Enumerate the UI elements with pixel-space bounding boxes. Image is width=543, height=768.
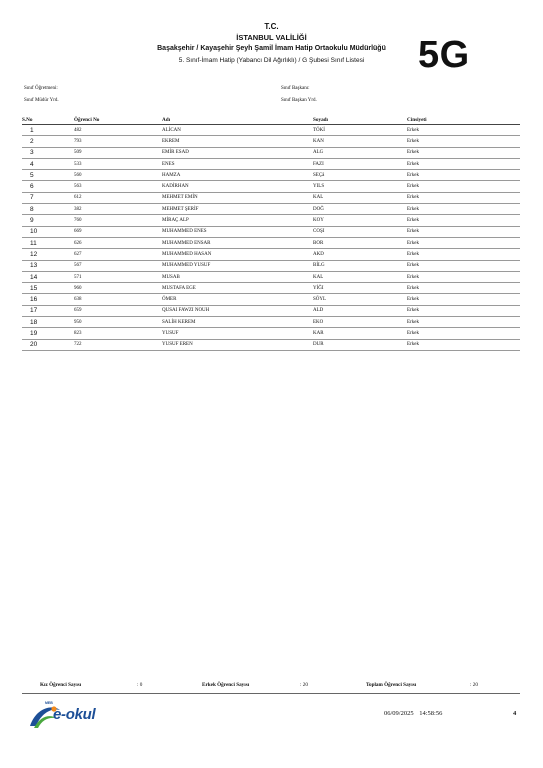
cell-last-name: BOR xyxy=(313,237,407,248)
cell-sno: 8 xyxy=(22,204,74,215)
cell-gender: Erkek xyxy=(407,294,520,305)
cell-first-name: MUHAMMED ENSAR xyxy=(162,237,313,248)
table-row xyxy=(22,125,520,136)
table-row xyxy=(22,305,520,316)
cell-sno: 15 xyxy=(22,283,74,294)
class-code: 5G xyxy=(418,34,470,76)
cell-gender: Erkek xyxy=(407,170,520,181)
cell-last-name: TÖKİ xyxy=(313,125,407,136)
vice-principal-label: Sınıf Müdür Yrd. xyxy=(24,98,59,103)
cell-first-name: MEHMET ŞERİF xyxy=(162,204,313,215)
cell-student-no: 560 xyxy=(74,170,162,181)
cell-student-no: 950 xyxy=(74,317,162,328)
cell-sno: 13 xyxy=(22,260,74,271)
cell-first-name: YUSUF EREN xyxy=(162,339,313,350)
cell-sno: 16 xyxy=(22,294,74,305)
table-row xyxy=(22,328,520,339)
total-count-label: Toplam Öğrenci Sayısı xyxy=(366,682,417,688)
header-first-name: Adı xyxy=(162,116,313,125)
cell-first-name: EMİR ESAD xyxy=(162,147,313,158)
cell-gender: Erkek xyxy=(407,283,520,294)
page-number: 4 xyxy=(513,710,517,717)
cell-sno: 10 xyxy=(22,226,74,237)
table-row xyxy=(22,339,520,350)
cell-first-name: ENES xyxy=(162,158,313,169)
table-row xyxy=(22,271,520,282)
header-subtitle: 5. Sınıf-İmam Hatip (Yabancı Dil Ağırlıklı) / G Şubesi Sınıf Listesi xyxy=(178,57,365,64)
cell-student-no: 509 xyxy=(74,147,162,158)
cell-student-no: 382 xyxy=(74,204,162,215)
cell-gender: Erkek xyxy=(407,147,520,158)
print-datetime: 06/09/2025 14:58:56 xyxy=(384,710,443,717)
header-last-name: Soyadı xyxy=(313,116,407,125)
cell-student-no: 722 xyxy=(74,339,162,350)
cell-last-name: KAN xyxy=(313,136,407,147)
table-row xyxy=(22,283,520,294)
cell-gender: Erkek xyxy=(407,226,520,237)
cell-sno: 17 xyxy=(22,305,74,316)
cell-sno: 2 xyxy=(22,136,74,147)
cell-gender: Erkek xyxy=(407,204,520,215)
cell-sno: 4 xyxy=(22,158,74,169)
table-row xyxy=(22,192,520,203)
cell-sno: 12 xyxy=(22,249,74,260)
total-count-value: : 20 xyxy=(470,682,478,688)
cell-sno: 7 xyxy=(22,192,74,203)
cell-first-name: MUHAMMED YUSUF xyxy=(162,260,313,271)
header-school-name: Başakşehir / Kayaşehir Şeyh Şamil İmam Hatip Ortaokulu Müdürlüğü xyxy=(157,45,386,52)
class-roster-table xyxy=(22,116,520,351)
cell-last-name: FAZI xyxy=(313,158,407,169)
cell-last-name: KAL xyxy=(313,271,407,282)
cell-gender: Erkek xyxy=(407,317,520,328)
cell-student-no: 563 xyxy=(74,181,162,192)
e-okul-logo xyxy=(26,700,106,732)
cell-gender: Erkek xyxy=(407,305,520,316)
cell-gender: Erkek xyxy=(407,271,520,282)
class-teacher-label: Sınıf Öğretmeni: xyxy=(24,86,58,91)
cell-sno: 19 xyxy=(22,328,74,339)
cell-last-name: KAL xyxy=(313,192,407,203)
cell-gender: Erkek xyxy=(407,125,520,136)
cell-sno: 3 xyxy=(22,147,74,158)
cell-sno: 20 xyxy=(22,339,74,350)
cell-student-no: 760 xyxy=(74,215,162,226)
cell-first-name: QUSAI FAWZI NOUH xyxy=(162,305,313,316)
cell-student-no: 482 xyxy=(74,125,162,136)
cell-first-name: ÖMER xyxy=(162,294,313,305)
cell-gender: Erkek xyxy=(407,328,520,339)
cell-first-name: MUSAB xyxy=(162,271,313,282)
cell-student-no: 960 xyxy=(74,283,162,294)
cell-first-name: MUSTAFA EGE xyxy=(162,283,313,294)
cell-last-name: KAR xyxy=(313,328,407,339)
cell-last-name: SÖYL xyxy=(313,294,407,305)
table-row xyxy=(22,147,520,158)
cell-first-name: MUHAMMED ENES xyxy=(162,226,313,237)
cell-last-name: YİĞI xyxy=(313,283,407,294)
cell-sno: 18 xyxy=(22,317,74,328)
table-row xyxy=(22,158,520,169)
cell-student-no: 638 xyxy=(74,294,162,305)
cell-last-name: DOĞ xyxy=(313,204,407,215)
cell-last-name: AKD xyxy=(313,249,407,260)
cell-first-name: SALİH KEREM xyxy=(162,317,313,328)
header-gender: Cinsiyeti xyxy=(407,116,520,125)
cell-last-name: YILS xyxy=(313,181,407,192)
table-header-row xyxy=(22,116,520,125)
girls-count-value: : 0 xyxy=(137,682,143,688)
table-row xyxy=(22,249,520,260)
header-governorship: İSTANBUL VALİLİĞİ xyxy=(236,33,307,42)
cell-sno: 1 xyxy=(22,125,74,136)
cell-gender: Erkek xyxy=(407,249,520,260)
cell-first-name: EKREM xyxy=(162,136,313,147)
boys-count-label: Erkek Öğrenci Sayısı xyxy=(202,682,250,688)
table-row xyxy=(22,260,520,271)
cell-gender: Erkek xyxy=(407,158,520,169)
cell-student-no: 659 xyxy=(74,305,162,316)
cell-student-no: 533 xyxy=(74,158,162,169)
cell-last-name: COŞI xyxy=(313,226,407,237)
e-okul-logo-text: e-okul xyxy=(53,706,96,723)
cell-last-name: ALG xyxy=(313,147,407,158)
cell-last-name: ALD xyxy=(313,305,407,316)
table-row xyxy=(22,181,520,192)
cell-student-no: 567 xyxy=(74,260,162,271)
boys-count-value: : 20 xyxy=(300,682,308,688)
footer-divider xyxy=(22,693,520,694)
cell-first-name: ALİCAN xyxy=(162,125,313,136)
header-country: T.C. xyxy=(264,22,279,31)
cell-last-name: DUR xyxy=(313,339,407,350)
girls-count-stat xyxy=(40,682,143,688)
total-count-stat xyxy=(366,682,478,688)
cell-sno: 5 xyxy=(22,170,74,181)
cell-first-name: MUHAMMED HASAN xyxy=(162,249,313,260)
cell-first-name: MEHMET EMİN xyxy=(162,192,313,203)
cell-last-name: EKO xyxy=(313,317,407,328)
table-row xyxy=(22,237,520,248)
vice-head-label: Sınıf Başkan Yrd. xyxy=(281,98,317,103)
cell-sno: 6 xyxy=(22,181,74,192)
header-sno: S.No xyxy=(22,116,74,125)
boys-count-stat xyxy=(202,682,308,688)
cell-student-no: 571 xyxy=(74,271,162,282)
table-row xyxy=(22,294,520,305)
cell-gender: Erkek xyxy=(407,136,520,147)
table-row xyxy=(22,204,520,215)
cell-gender: Erkek xyxy=(407,181,520,192)
cell-student-no: 612 xyxy=(74,192,162,203)
cell-student-no: 627 xyxy=(74,249,162,260)
cell-last-name: BİLG xyxy=(313,260,407,271)
cell-gender: Erkek xyxy=(407,192,520,203)
table-row xyxy=(22,226,520,237)
cell-first-name: KADİRHAN xyxy=(162,181,313,192)
table-row xyxy=(22,136,520,147)
cell-gender: Erkek xyxy=(407,260,520,271)
cell-student-no: 823 xyxy=(74,328,162,339)
cell-first-name: YUSUF xyxy=(162,328,313,339)
cell-sno: 9 xyxy=(22,215,74,226)
header-student-no: Öğrenci No xyxy=(74,116,162,125)
cell-first-name: MİRAÇ ALP xyxy=(162,215,313,226)
cell-sno: 14 xyxy=(22,271,74,282)
cell-first-name: HAMZA xyxy=(162,170,313,181)
table-body xyxy=(22,125,520,351)
meb-small-text: MEB xyxy=(45,701,53,705)
table-row xyxy=(22,170,520,181)
cell-student-no: 793 xyxy=(74,136,162,147)
cell-student-no: 626 xyxy=(74,237,162,248)
cell-last-name: SEÇâ xyxy=(313,170,407,181)
table-row xyxy=(22,317,520,328)
cell-last-name: KOY xyxy=(313,215,407,226)
cell-gender: Erkek xyxy=(407,215,520,226)
girls-count-label: Kız Öğrenci Sayısı xyxy=(40,682,82,688)
cell-student-no: 669 xyxy=(74,226,162,237)
table-row xyxy=(22,215,520,226)
class-head-label: Sınıf Başkanı: xyxy=(281,86,310,91)
cell-gender: Erkek xyxy=(407,339,520,350)
cell-sno: 11 xyxy=(22,237,74,248)
cell-gender: Erkek xyxy=(407,237,520,248)
